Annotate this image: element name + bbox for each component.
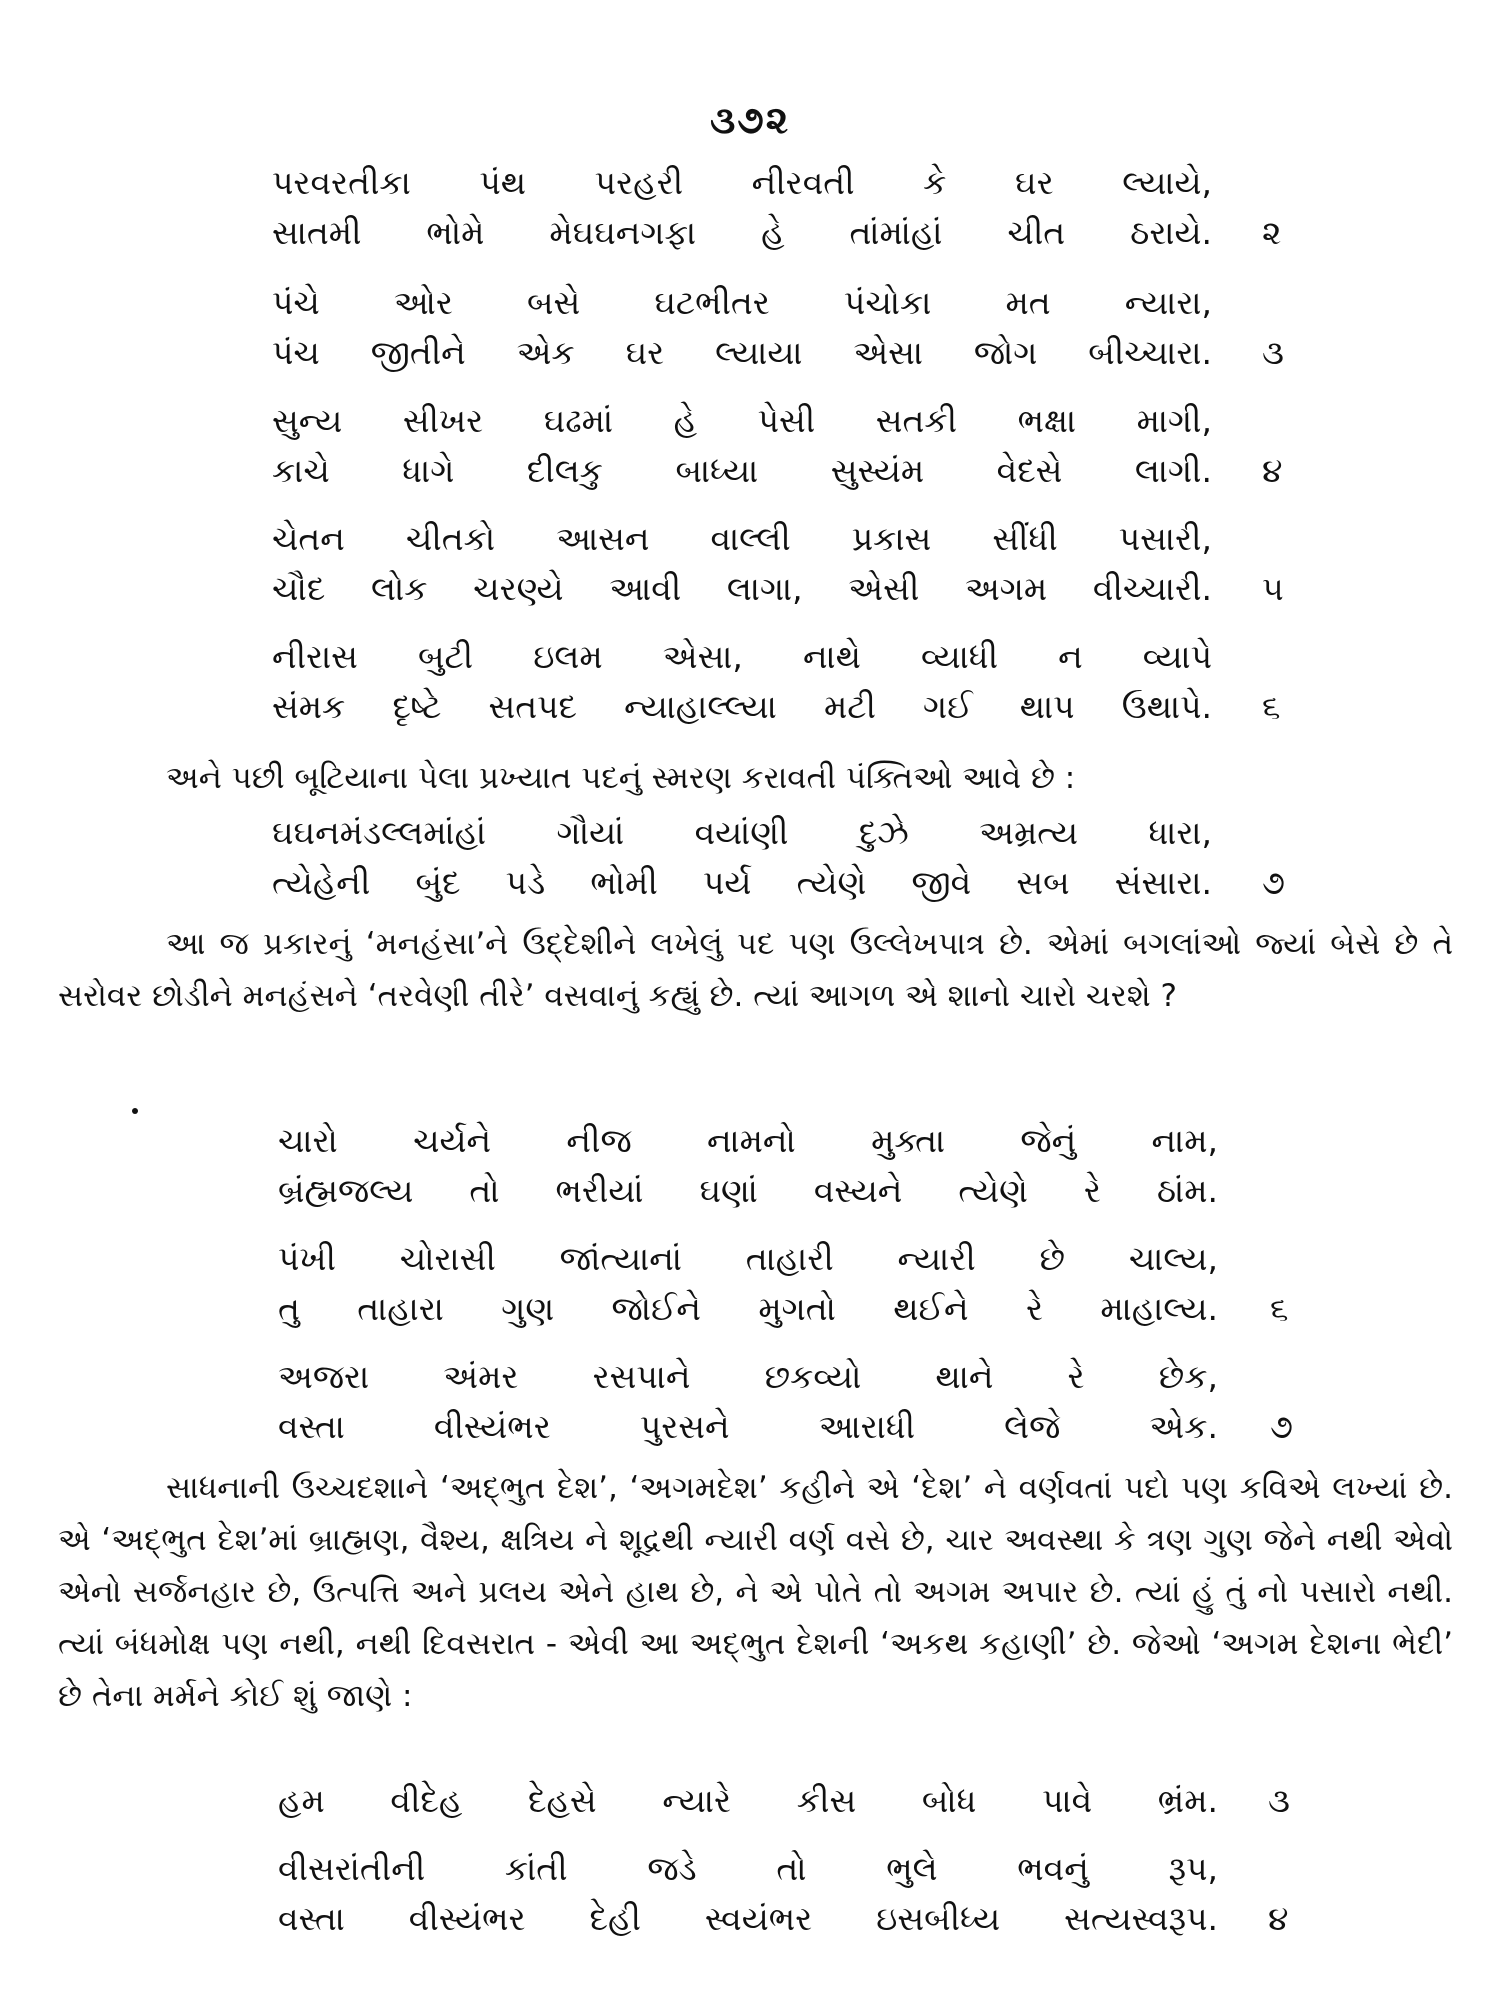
verse-number: ૨ xyxy=(1262,213,1282,252)
prose-paragraph: આ જ પ્રકારનું ‘મનહંસા’ને ઉદ્દેશીને લખેલું પદ પણ ઉલ્લેખપાત્ર છે. એમાં બગલાંઓ જ્યાં બેસે છે તે સરોવર છોડીને મનહંસને ‘તરવેણી તીરે’ વસવાનું કહ્યું છે. ત્યાં આગળ એ શાનો ચારો ચરશે ? xyxy=(58,926,1453,1014)
print-speck xyxy=(132,1108,138,1114)
book-page: ૩૭૨ પરવરતીકા પંથ પરહરી નીરવતી કે ઘર લ્યાયે, સાતમી ભોમે મેઘઘનગફા હે તાંમાંહાં ચીત ઠરાયે. ૨ પંચે ઓર બસે ઘટભીતર પંચોકા મત ન્યારા, પંચ જીતીને એક ઘર લ્યાયા એસા જોગ બીચ્ચારા. ૩ સુન્ય સીખર ઘઢમાં હે પેસી સતકી ભક્ષા માગી, કાચે ધાગે દીલકુ બાધ્યા સુસ્યંમ વેદસે લાગી. ૪ ચેતન ચીતકો આસન વાલ્લી પ્રકાસ સીંધી પસારી, ચૌદ લોક ચરણ્યે આવી લાગા, એસી અગમ વીચ્ચારી. ૫ નીરાસ બુટી ઇલમ એસા, નાથે વ્યાધી ન વ્યાપે સંમક દૃષ્ટે સતપદ ન્યાહાલ્લ્યા મટી ગઈ થાપ ઉથાપે. ૬ અને પછી બૂટિયાના પેલા પ્રખ્યાત પદનું સ્મરણ કરાવતી પંક્તિઓ આવે છે : ઘઘનમંડલ્લમાંહાં ગૌયાં વયાંણી દુઝે અમ્રત્ય ધારા, ત્યેહેની બુંદ પડે ભોમી પર્ય ત્યેણે જીવે સબ સંસારા. ૭ આ જ પ્રકારનું ‘મનહંસા’ને ઉદ્દેશીને લખેલું પદ પણ ઉલ્લેખપાત્ર છે. એમાં બગલાંઓ જ્યાં બેસે છે તે સરોવર છોડીને મનહંસને ‘તરવેણી તીરે’ વસવાનું કહ્યું છે. ત્યાં આગળ એ શાનો ચારો ચરશે ? ચારો ચર્યને નીજ નામનો મુક્તા જેનું નામ, બ્રંહ્મજલ્ય તો ભરીયાં ઘણાં વસ્યને ત્યેણે રે ઠાંમ. પંખી ચોરાસી જાંત્યાનાં તાહારી ન્યારી છે ચાલ્ય, તુ તાહારા ગુણ જોઈને મુગતો થઈને રે માહાલ્ય. ૬ અજરા અંમર રસપાને છકવ્યો થાને રે છેક, વસ્તા વીસ્યંભર પુરસને આરાધી લેજે એક. ૭ સાધનાની ઉચ્ચદશાને ‘અદ્ભુત દેશ’, ‘અગમદેશ’ કહીને એ ‘દેશ’ ને વર્ણવતાં પદો પણ કવિએ લખ્યાં છે. એ ‘અદ્ભુત દેશ’માં બ્રાહ્મણ, વૈશ્ય, ક્ષત્રિય ને શૂદ્રથી ન્યારી વર્ણ વસે છે, ચાર અવસ્થા કે ત્રણ ગુણ જેને નથી એવો એનો સર્જનહાર છે, ઉત્પત્તિ અને પ્રલય એને હાથ છે, ને એ પોતે તો અગમ અપાર છે. ત્યાં હું તું નો પસારો નથી. ત્યાં બંધમોક્ષ પણ નથી, નથી દિવસરાત - એવી આ અદ્ભુત દેશની ‘અકથ કહાણી’ છે. જેઓ ‘અગમ દેશના ભેદી’ છે તેના મર્મને કોઈ શું જાણે : હમ વીદેહ દેહસે ન્યારે કીસ બોધ પાવે ભ્રંમ. ૩ વીસરાંતીની કાંતી જડે તો ભુલે ભવનું રૂપ, વસ્તા વીસ્યંભર દેહી સ્વયંભર ઇસબીધ્ય સત્યસ્વરૂપ. ૪ xyxy=(0,0,1500,2000)
verse-number: ૪ xyxy=(1262,451,1283,490)
verse-number: ૬ xyxy=(1262,687,1281,726)
verse-line: પરવરતીકા પંથ પરહરી નીરવતી કે ઘર લ્યાયે, xyxy=(272,163,1212,202)
verse-number: ૪ xyxy=(1268,1899,1289,1938)
verse-number: ૭ xyxy=(1262,863,1285,902)
prose-paragraph: અને પછી બૂટિયાના પેલા પ્રખ્યાત પદનું સ્મરણ કરાવતી પંક્તિઓ આવે છે : xyxy=(166,760,1076,796)
page-number: ૩૭૨ xyxy=(709,98,791,142)
verse-number: ૬ xyxy=(1270,1289,1289,1328)
prose-paragraph: સાધનાની ઉચ્ચદશાને ‘અદ્ભુત દેશ’, ‘અગમદેશ’ કહીને એ ‘દેશ’ ને વર્ણવતાં પદો પણ કવિએ લખ્યાં છે. એ ‘અદ્ભુત દેશ’માં બ્રાહ્મણ, વૈશ્ય, ક્ષત્રિય ને શૂદ્રથી ન્યારી વર્ણ વસે છે, ચાર અવસ્થા કે ત્રણ ગુણ જેને નથી એવો એનો સર્જનહાર છે, ઉત્પત્તિ અને પ્રલય એને હાથ છે, ને એ પોતે તો અગમ અપાર છે. ત્યાં હું તું નો પસારો નથી. ત્યાં બંધમોક્ષ પણ નથી, નથી દિવસરાત - એવી આ અદ્ભુત દેશની ‘અકથ કહાણી’ છે. જેઓ ‘અગમ દેશના ભેદી’ છે તેના મર્મને કોઈ શું જાણે : xyxy=(58,1470,1453,1714)
verse-number: ૩ xyxy=(1268,1781,1290,1820)
verse-number: ૫ xyxy=(1262,569,1284,608)
verse-number: ૭ xyxy=(1270,1407,1293,1446)
verse-line: સાતમી ભોમે મેઘઘનગફા હે તાંમાંહાં ચીત ઠરાયે. xyxy=(272,213,1212,252)
verse-number: ૩ xyxy=(1262,333,1284,372)
